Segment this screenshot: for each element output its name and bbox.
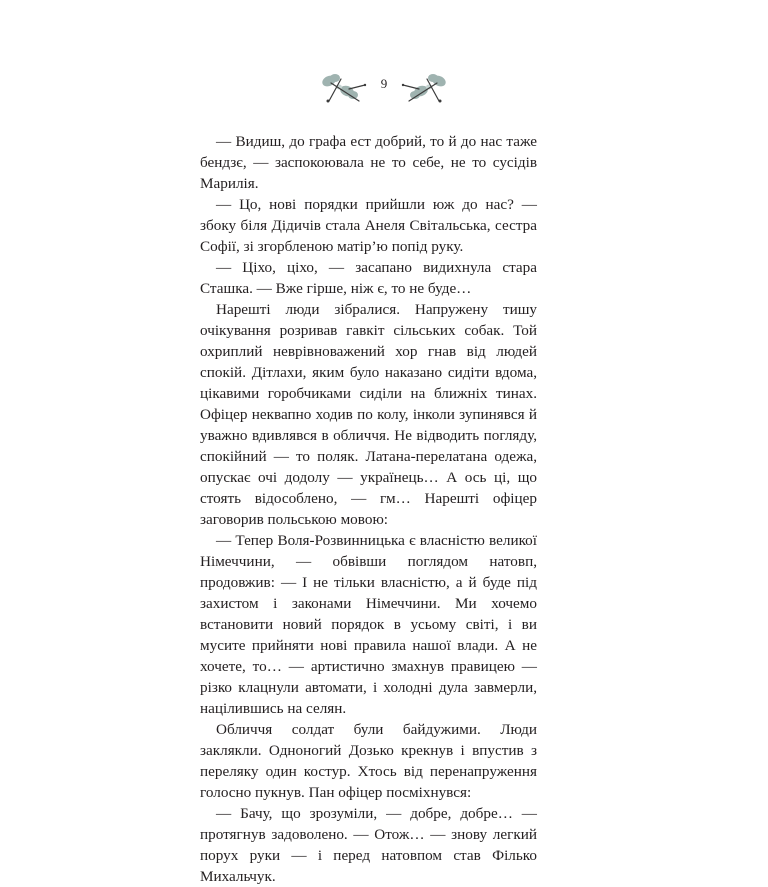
paragraph: — Бачу, що зрозуміли, — добре, добре… — протягнув задоволено. — Отож… — знову легкий порух руки — і перед натовпом став Філько Михальчук. [200, 805, 537, 885]
paragraph: — Цо, нові порядки прийшли юж до нас? — збоку біля Дідичів стала Анеля Світальська, сестра Софії, зі згорбленою матір’ю попід руку. [200, 196, 537, 255]
paragraph: Нарешті люди зібралися. Напружену тишу очікування розривав гавкіт сільських собак. Той охриплий неврівноважений хор гнав від людей спокій. Дітлахи, яким було наказано сидіти вдома, цікавими горобчиками сиділи на ближніх тинах. Офіцер неквапно ходив по колу, інколи зупинявся й уважно вдивлявся в обличчя. Не відводить погляду, спокійний — то поляк. Латана-перелатана одежа, опускає очі додолу — українець… А ось ці, що стоять відособлено, — гм… Нарешті офіцер заговорив польською мовою: [200, 301, 537, 528]
paragraph: — Ціхо, ціхо, — засапано видихнула стара Сташка. — Вже гірше, ніж є, то не буде… [200, 259, 537, 297]
flower-ornament-right-icon [397, 71, 449, 105]
body-text [200, 131, 537, 887]
flower-ornament-left-icon [319, 71, 371, 105]
paragraph: — Видиш, до графа ест добрий, то й до нас таже бендзє, — заспокоювала не то себе, не то сусідів Марилія. [200, 133, 537, 192]
paragraph: Обличчя солдат були байдужими. Люди заклякли. Одноногий Дозько крекнув і впустив з переляку один костур. Хтось від перенапруження голосно пукнув. Пан офіцер посміхнувся: [200, 721, 537, 801]
page-header [0, 70, 768, 106]
page-number: 9 [380, 76, 388, 91]
paragraph: — Тепер Воля-Розвинницька є власністю великої Німеччини, — обвівши поглядом натовп, продовжив: — І не тільки власністю, а й буде під захистом і законами Німеччини. Ми хочемо встановити новий порядок в усьому світі, і ви мусите прийняти нові правила нашої влади. А не хочете, то… — артистично змахнув правицею — різко клацнули автомати, і холодні дула завмерли, націлившись на селян. [200, 532, 537, 717]
